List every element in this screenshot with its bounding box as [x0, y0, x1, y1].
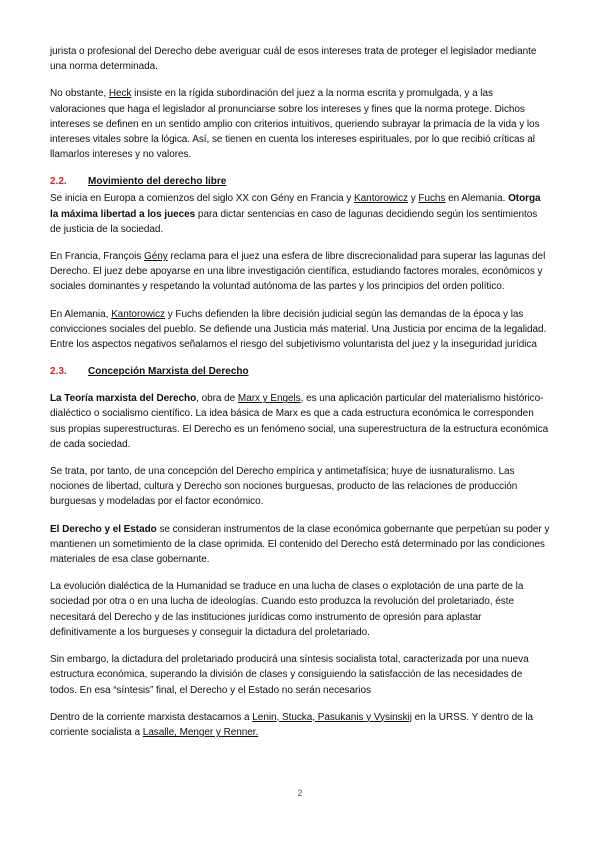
paragraph-dictadura-proletariado: Sin embargo, la dictadura del proletariado producirá una síntesis socialista total, caracterizada por una nueva estructura económica, superando la división de clases y consiguiendo la satisfacción de las necesidades de todos. En esa “síntesis” final, el Derecho y el Estado no serán necesarios [50, 654, 529, 696]
paragraph-evolucion-dialectica: La evolución dialéctica de la Humanidad se traduce en una lucha de clases o explotación de una parte de la sociedad por otra o en una lucha de ideologías. Cuando esto produzca la revolución del proletariado, éste necesitará del Derecho y de las instituciones jurídicas como instrumento de opresión para aplastar definitivamente a los burgueses y conseguir la dictadura del proletariado. [50, 581, 524, 638]
document-page [50, 44, 550, 740]
kantorowicz-link[interactable]: Kantorowicz [354, 193, 408, 205]
marx-engels-link[interactable]: Marx y Engels [237, 393, 301, 405]
section-title: Movimiento del derecho libre [88, 176, 227, 188]
paragraph-concepcion-empirica: Se trata, por tanto, de una concepción del Derecho empírica y antimetafísica; huye de iusnaturalismo. Las nociones de libertad, cultura y Derecho son nociones burguesas, producto de las relaciones de producción burguesas y modeladas por el factor económico. [50, 466, 518, 508]
section-heading-2-3 [50, 364, 550, 379]
socialist-authors-link[interactable]: Lasalle, Menger y Renner. [142, 726, 259, 738]
marxist-authors-link[interactable]: Lenin, Stucka, Pasukanis y Vysinskij [252, 711, 412, 723]
paragraph-derecho-libre-intro: Se inicia en Europa a comienzos del siglo XX con Gény en Francia y Kantorowicz y Fuchs en Alemania. Otorga la máxima libertad a los jueces para dictar sentencias en caso de lagunas decidiendo según los sentimientos de justicia de la sociedad. [50, 193, 541, 235]
section-heading-2-2 [50, 174, 550, 189]
fuchs-link[interactable]: Fuchs [418, 193, 446, 205]
heck-link[interactable]: Heck [108, 88, 132, 100]
geny-link[interactable]: Gény [144, 251, 168, 263]
paragraph-intro: jurista o profesional del Derecho debe averiguar cuál de esos intereses trata de proteger el legislador mediante una norma determinada. [50, 46, 537, 73]
paragraph-geny: En Francia, François Gény reclama para el juez una esfera de libre discrecionalidad para superar las lagunas del Derecho. El juez debe apoyarse en una libre investigación científica, estudiando factores morales, económicos y sociales dominantes y respetando la voluntad autónoma de las partes y los principios del orden político. [50, 251, 546, 293]
paragraph-teoria-marxista: La Teoría marxista del Derecho, obra de Marx y Engels, es una aplicación particular del materialismo histórico-dialéctico o socialismo científico. La idea básica de Marx es que a cada estructura económica le corresponden sus propias superestructuras. El Derecho es un fenómeno social, una superestructura de la estructura económica de cada sociedad. [50, 393, 549, 450]
paragraph-heck: No obstante, Heck insiste en la rígida subordinación del juez a la norma escrita y promulgada, y a las valoraciones que haga el legislador al pronunciarse sobre los intereses y fines que la norma protege. Dichos intereses se definen en un sentido amplio con criterios intuitivos, queriendo subrayar la primacía de la vida y los intereses vitales sobre la lógica. Así, se tienen en cuenta los intereses espirituales, por lo que recibió críticas al llamarlos intereses y no valores. [50, 88, 540, 161]
section-number: 2.2. [50, 176, 67, 188]
paragraph-corriente-marxista: Dentro de la corriente marxista destacamos a Lenin, Stucka, Pasukanis y Vysinskij en la URSS. Y dentro de la corriente socialista a Lasalle, Menger y Renner. [50, 711, 534, 738]
page-number: 2 [297, 788, 303, 798]
paragraph-alemania: En Alemania, Kantorowicz y Fuchs defienden la libre decisión judicial según las demandas de la época y las convicciones sociales del pueblo. Se defiende una Justicia más material. Una Justicia por encima de la legalidad. Entre los aspectos negativos señalamos el riesgo del subjetivismo voluntarista del juez y la inseguridad jurídica [50, 308, 547, 351]
section-number: 2.3. [50, 366, 67, 378]
paragraph-derecho-estado: El Derecho y el Estado se consideran instrumentos de la clase económica gobernante que perpetúan su poder y mantienen un sometimiento de la clase oprimida. El contenido del Derecho está determinado por las condiciones materiales de esa clase gobernante. [50, 523, 550, 566]
kantorowicz-link-2[interactable]: Kantorowicz [111, 308, 165, 320]
section-title: Concepción Marxista del Derecho [88, 366, 249, 378]
